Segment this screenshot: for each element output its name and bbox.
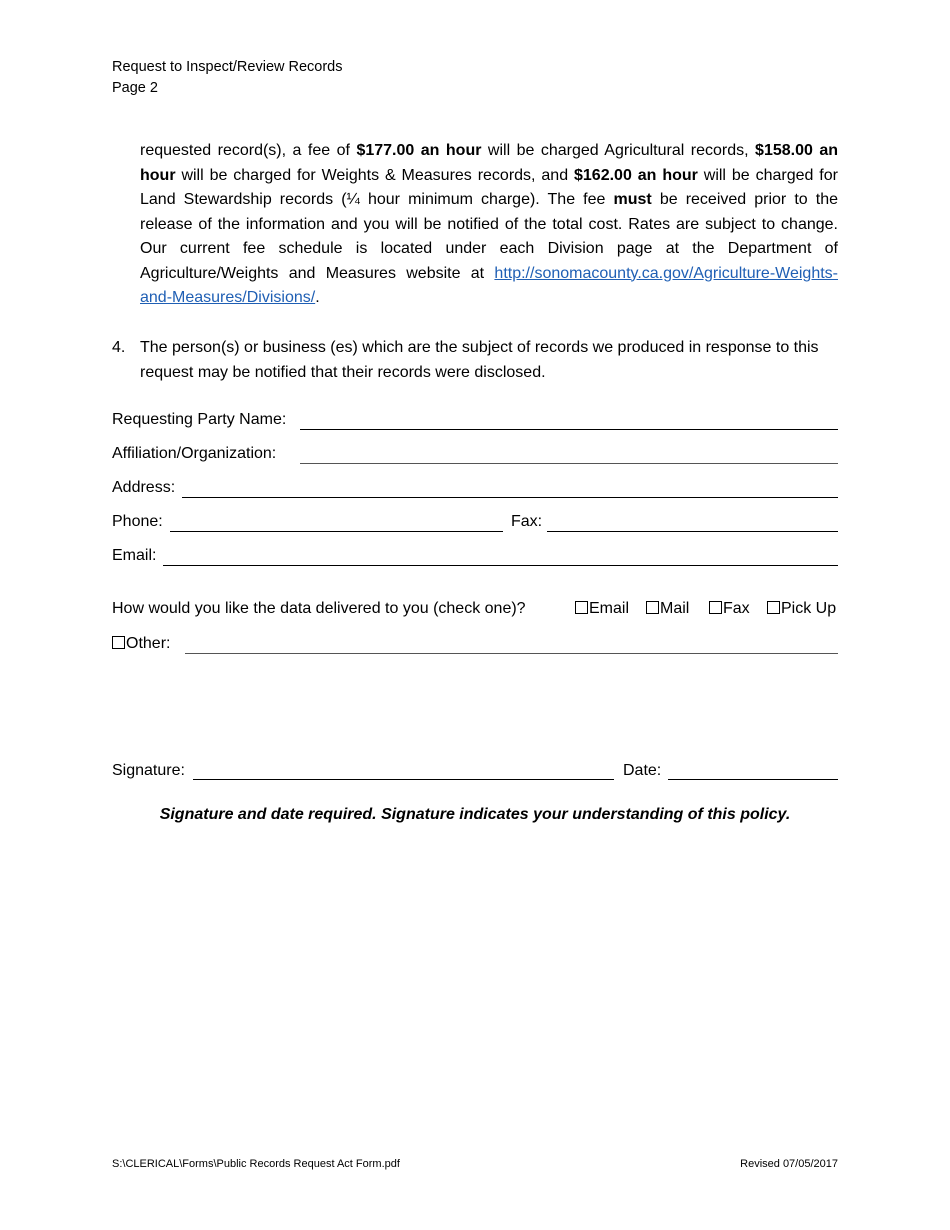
email-field[interactable] bbox=[163, 546, 838, 566]
checkbox-icon[interactable] bbox=[112, 636, 125, 649]
option-mail[interactable] bbox=[646, 598, 689, 620]
affiliation-label: Affiliation/Organization: bbox=[112, 445, 277, 462]
requesting-party-label: Requesting Party Name: bbox=[112, 411, 287, 428]
option-pick-up[interactable] bbox=[767, 598, 836, 620]
address-label: Address: bbox=[112, 479, 176, 496]
requesting-party-field[interactable] bbox=[300, 410, 838, 430]
email-label: Email: bbox=[112, 547, 157, 564]
checkbox-icon[interactable] bbox=[709, 601, 722, 614]
footer-revised-date: Revised 07/05/2017 bbox=[740, 1158, 838, 1170]
option-fax[interactable] bbox=[709, 598, 750, 620]
paragraph-text: . bbox=[315, 289, 320, 306]
fax-field[interactable] bbox=[547, 512, 838, 532]
option-label: Fax bbox=[723, 600, 750, 617]
checkbox-icon[interactable] bbox=[646, 601, 659, 614]
signature-label: Signature: bbox=[112, 762, 185, 779]
fee-schedule-link[interactable]: http://sonomacounty.ca.gov/Agriculture-Weights-and-Measures/Divisions/ bbox=[140, 264, 838, 306]
page-header bbox=[112, 57, 343, 99]
paragraph-text: will be charged for Land Stewardship records (¼ hour minimum charge). The fee bbox=[140, 166, 838, 208]
paragraph-text: be received prior to the release of the information and you will be notified of the total cost. Rates are subject to change. Our current fee schedule is located under each Division page at the Department of Agriculture/Weights and Measures website at bbox=[140, 191, 838, 282]
checkbox-icon[interactable] bbox=[575, 601, 588, 614]
header-page-number: Page 2 bbox=[112, 80, 158, 96]
fee-agricultural: $177.00 an hour bbox=[356, 142, 482, 159]
fee-paragraph bbox=[140, 139, 838, 311]
date-label: Date: bbox=[623, 762, 662, 779]
fax-label: Fax: bbox=[511, 513, 543, 530]
signature-field[interactable] bbox=[193, 760, 614, 780]
option-label: Email bbox=[589, 600, 630, 617]
paragraph-text: will be charged for Weights & Measures records, and bbox=[175, 166, 574, 184]
option-other[interactable] bbox=[112, 634, 170, 656]
fee-land-stewardship: $162.00 an hour bbox=[574, 166, 698, 184]
footer-file-path: S:\CLERICAL\Forms\Public Records Request Act Form.pdf bbox=[112, 1158, 400, 1170]
list-item-text: The person(s) or business (es) which are the subject of records we produced in response to this request may be notified that their records were disclosed. bbox=[140, 339, 819, 381]
must-emphasis: must bbox=[613, 191, 652, 208]
address-field[interactable] bbox=[182, 478, 838, 498]
paragraph-text: will be charged Agricultural records, bbox=[481, 142, 756, 159]
phone-label: Phone: bbox=[112, 513, 163, 530]
signature-note: Signature and date required. Signature indicates your understanding of this policy. bbox=[159, 806, 791, 823]
fee-weights-measures: $158.00 an hour bbox=[140, 142, 839, 184]
option-label: Pick Up bbox=[781, 600, 837, 617]
list-number: 4. bbox=[112, 339, 126, 356]
option-email[interactable] bbox=[575, 598, 629, 620]
other-label: Other: bbox=[126, 635, 171, 652]
paragraph-text: requested record(s), a fee of bbox=[140, 142, 357, 159]
checkbox-icon[interactable] bbox=[767, 601, 780, 614]
delivery-options bbox=[112, 598, 838, 620]
affiliation-field[interactable] bbox=[300, 445, 838, 464]
delivery-question: How would you like the data delivered to you (check one)? bbox=[112, 600, 526, 617]
list-item-4 bbox=[112, 336, 838, 385]
option-label: Mail bbox=[660, 600, 690, 617]
other-field[interactable] bbox=[185, 634, 838, 654]
phone-field[interactable] bbox=[170, 512, 503, 532]
date-field[interactable] bbox=[668, 760, 838, 780]
header-title: Request to Inspect/Review Records bbox=[112, 59, 343, 75]
